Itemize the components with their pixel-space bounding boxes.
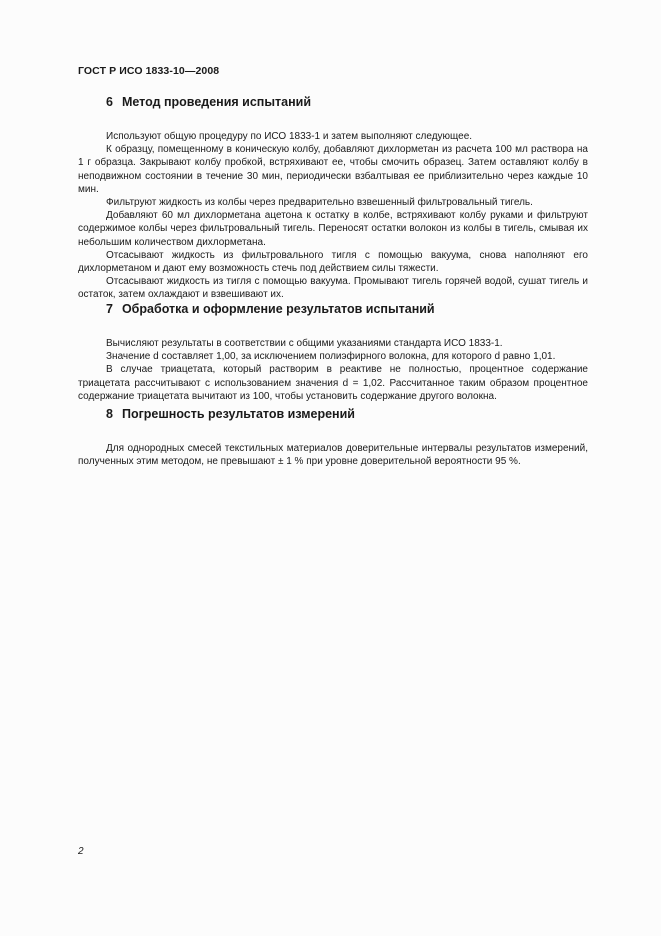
section-number: 6 [106,95,113,109]
section-title: Обработка и оформление результатов испытаний [121,302,435,316]
paragraph: Значение d составляет 1,00, за исключением полиэфирного волокна, для которого d равно 1,01. [106,351,556,363]
paragraph: В случае триацетата, который растворим в реактиве не полностью, процентное содержание триацетата рассчитывают с использованием значения d = 1,02. Рассчитанное таким образом процентное содержание триацетата вычитают из 100, чтобы установить содержание другого волокна. [78,364,588,402]
paragraph: Вычисляют результаты в соответствии с общими указаниями стандарта ИСО 1833-1. [106,338,503,349]
section-6 [78,95,588,302]
paragraph: Используют общую процедуру по ИСО 1833-1 и затем выполняют следующее. [106,131,473,142]
section-heading [78,302,588,316]
section-body [78,442,588,468]
paragraph: Фильтруют жидкость из колбы через предварительно взвешенный фильтровальный тигель. [106,197,533,209]
section-8 [78,407,588,468]
page-number: 2 [78,846,84,857]
paragraph: Добавляют 60 мл дихлорметана ацетона к остатку в колбе, встряхивают колбу руками и фильтруют содержимое колбы через фильтровальный тигель. Переносят остатки волокон из колбы в тигель, смывая их небольшим количеством дихлорметана. [78,210,588,248]
section-heading [78,407,588,421]
section-body [78,337,588,403]
section-title: Погрешность результатов измерений [121,407,355,421]
paragraph: К образцу, помещенному в коническую колбу, добавляют дихлорметан из расчета 100 мл раствора на 1 г образца. Закрывают колбу пробкой, встряхивают ее, чтобы смочить образец. Затем оставляют колбу в неподвижном состоянии в течение 30 мин, периодически взбалтывая ее приблизительно через каждые 10 мин. [78,144,588,195]
section-body [78,130,588,302]
paragraph: Отсасывают жидкость из тигля с помощью вакуума. Промывают тигель горячей водой, сушат тигель и остаток, затем охлаждают и взвешивают их. [78,276,588,301]
section-heading [78,95,588,109]
section-number: 8 [106,407,113,421]
section-title: Метод проведения испытаний [121,95,312,109]
standard-designation: ГОСТ Р ИСО 1833-10—2008 [78,65,220,77]
paragraph: Для однородных смесей текстильных материалов доверительные интервалы результатов измерений, полученных этим методом, не превышают ± 1 % при уровне доверительной вероятности 95 %. [78,443,588,468]
paragraph: Отсасывают жидкость из фильтровального тигля с помощью вакуума, снова наполняют его дихлорметаном и дают ему возможность стечь под действием силы тяжести. [78,249,588,275]
section-number: 7 [106,302,113,316]
section-7 [78,302,588,403]
